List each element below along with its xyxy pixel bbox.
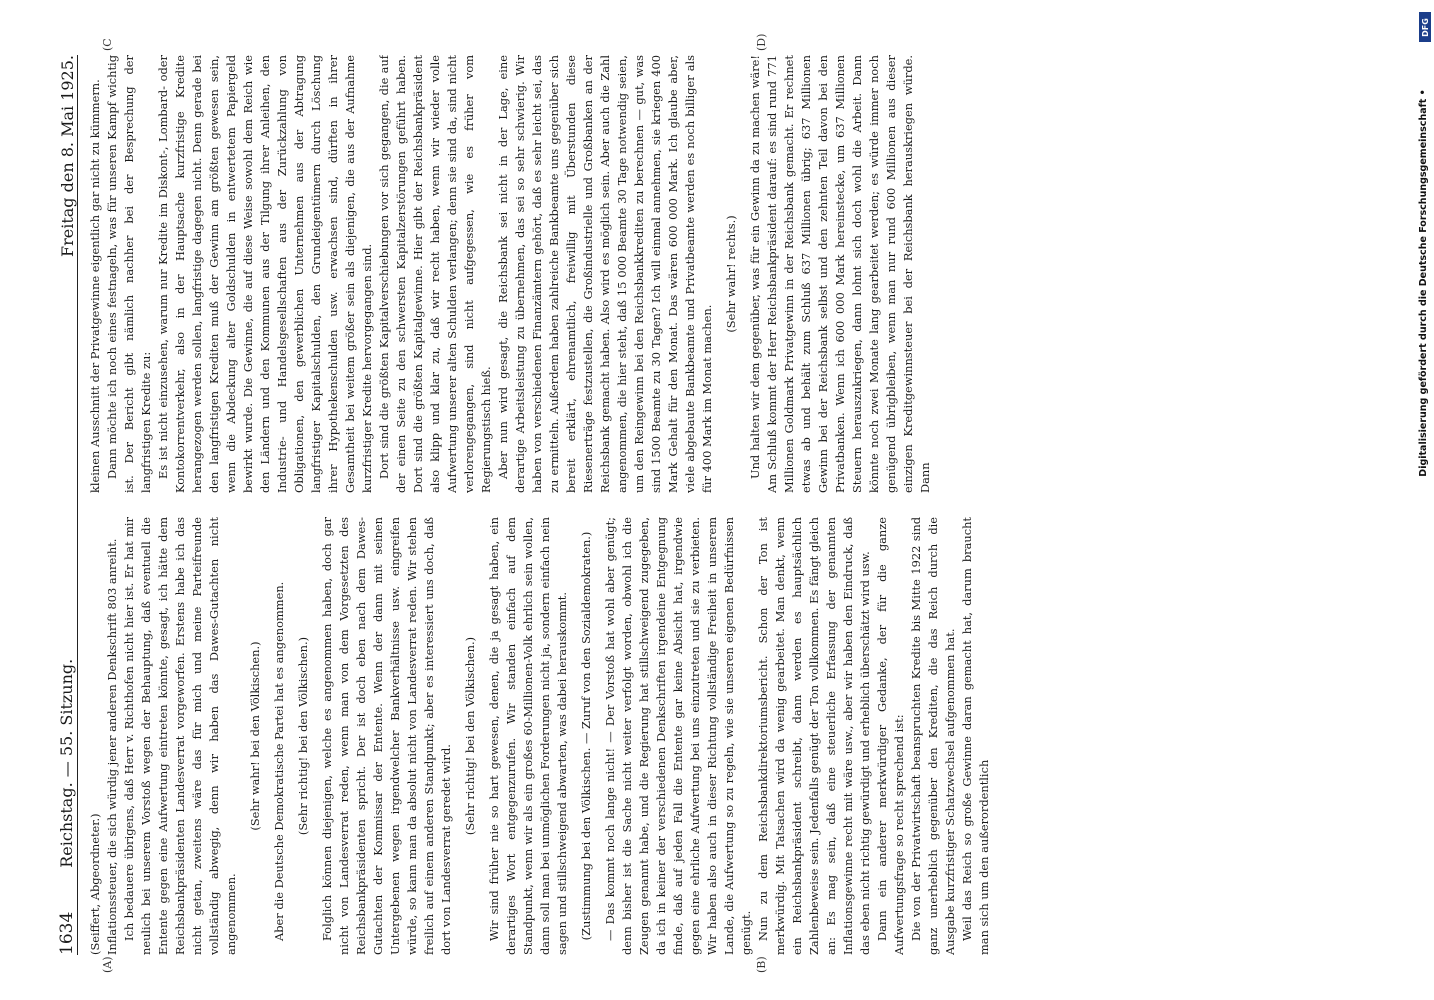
left-column-paragraph: Ich bedauere übrigens, daß Herr v. Richthofen nicht hier ist. Er hat mir neulich bei unserem Vorstoß wegen der Behauptung, daß eventuell die Entente gegen eine Aufwertung eintreten könnte, gesagt, ich hätte dem Reichsbankpräsidenten Landesverrat vorgeworfen. Erstens habe ich das nicht getan, zweitens wäre das für mich und meine Parteifreunde vollständig abwegig, denn wir haben das Dawes-Gutachten nicht angenommen. [122, 517, 238, 955]
left-column-paragraph: (Sehr wahr! bei den Völkischen.) [248, 641, 262, 831]
left-column-paragraph: Nun zu dem Reichsbankdirektoriumsbericht. Schon der Ton ist merkwürdig. Mit Tatsachen wird da wenig gearbeitet. Man denkt, wenn ein Reichsbankpräsident schreibt, dann werden es hauptsächlich Zahlenbeweise sein. Jedenfalls genügt der Ton vollkommen. Es fängt gleich an: Es mag sein, daß eine steuerliche Erfassung der genannten Inflationsgewinne recht mit wäre usw., aber wir haben den Eindruck, daß das eben nicht richtig gewürdigt und erheblich überschätzt wird usw. [756, 517, 872, 955]
margin-marker-d: (D) [755, 33, 768, 51]
rotated-page-content [35, 35, 1345, 975]
digitization-sidebar [1418, 6, 1432, 996]
left-column-paragraph: (Zustimmung bei den Völkischen. — Zuruf von den Sozialdemokraten.) [579, 531, 593, 941]
right-column [87, 55, 1327, 493]
left-column [87, 517, 1327, 955]
margin-marker-b: (B) [755, 956, 768, 973]
left-column-paragraph: Wir sind früher nie so hart gewesen, denen, die ja gesagt haben, ein derartiges Wort entgegenzurufen. Wir standen einfach auf dem Standpunkt, wenn wir als ein großes 60-Millionen-Volk ehrlich sein wollen, dann soll man bei unmöglichen Forderungen nicht ja, sondern einfach nein sagen und stillschweigend abwarten, was dabei herauskommt. [487, 517, 569, 955]
session-date: Freitag den 8. Mai 1925. [58, 55, 77, 258]
right-column-paragraph: Dann möchte ich noch eines festnageln, was für unseren Kampf wichtig ist. Der Bericht gibt nämlich nachher bei der Besprechung der langfristigen Kredite zu: [105, 55, 153, 493]
dfg-logo: DFG [1419, 12, 1431, 42]
margin-marker-c: (C [101, 38, 114, 51]
left-column-paragraph: Aber die Deutsche Demokratische Partei hat es angenommen. [272, 581, 286, 941]
right-column-paragraph: Es ist nicht einzusehen, warum nur Kredite im Diskont-, Lombard- oder Kontokorrentverkehr, also in der Hauptsache kurzfristige Kredite herangezogen werden sollen, langfristige dagegen nicht. Denn gerade bei den langfristigen Krediten muß der Gewinn am größten gewesen sein, wenn die Abdeckung alter Goldschulden in entwertetem Papiergeld bewirkt wurde. Die Gewinne, die auf diese Weise sowohl dem Reich wie den Ländern und den Kommunen aus der Tilgung ihrer Anleihen, den Industrie- und Handelsgesellschaften aus der Zurückzahlung von Obligationen, den gewerblichen Unternehmen aus der Abtragung langfristiger Kapitalschulden, den Grundeigentümern durch Löschung ihrer Hypothekenschulden usw. erwachsen sind, dürften in ihrer Gesamtheit bei weitem größer sein als diejenigen, die aus der Aufnahme kurzfristiger Kredite hervorgegangen sind. [156, 55, 374, 493]
left-column-paragraph: Weil das Reich so große Gewinne daran gemacht hat, darum braucht man sich um den außerordentlich [960, 517, 991, 955]
right-column-paragraph: Aber nun wird gesagt, die Reichsbank sei nicht in der Lage, eine derartige Arbeitsleistung zu übernehmen, das sei so sehr schwierig. Wir haben von verschiedenen Finanzämtern gehört, daß es sehr leicht sei, das zu ermitteln. Außerdem haben zahlreiche Bankbeamte uns gegenüber sich bereit erklärt, ehrenamtlich, freiwillig mit Überstunden diese Riesenerträge festzustellen, die Großindustrielle und Großbanken an der Reichsbank gemacht haben. Also wird es möglich sein. Aber auch die Zahl angenommen, die hier steht, daß 15 000 Beamte 30 Tage notwendig seien, um den Reingewinn bei den Reichsbankkrediten zu berechnen — gut, was sind 1500 Beamte zu 30 Tagen? Ich will einmal annehmen, sie kriegen 400 Mark Gehalt für den Monat. Das wären 600 000 Mark. Ich glaube aber, viele abgebaute Bankbeamte und Privatbeamte werden es noch billiger als für 400 Mark im Monat machen. [496, 55, 714, 493]
left-column-paragraph: (Sehr richtig! bei den Völkischen.) [463, 636, 477, 836]
left-column-paragraph: (Seiffert, Abgeordneter.) [88, 813, 102, 955]
left-column-paragraph: Die von der Privatwirtschaft beanspruchten Kredite bis Mitte 1922 sind ganz unerheblich gegenüber den Krediten, die das Reich durch die Ausgabe kurzfristiger Schatzwechsel aufgenommen hat. [909, 517, 957, 955]
digitization-credit: Digitalisierung gefördert durch die Deutsche Forschungsgemeinschaft • [1418, 89, 1429, 477]
right-column-paragraph: Und halten wir dem gegenüber, was für ein Gewinn da zu machen wäre! Am Schluß kommt der Herr Reichsbankpräsident darauf: es sind rund 771 Millionen Goldmark Privatgewinn in der Reichsbank gemacht. Er rechnet etwas ab und behält zum Schluß 637 Millionen übrig; 637 Millionen Gewinn bei der Reichsbank selbst und den zehnten Teil davon bei den Privatbanken. Wenn ich 600 000 Mark hereinstecke, um 637 Millionen Steuern herauszukriegen, dann lohnt sich doch wohl die Arbeit. Dann könnte noch zwei Monate lang gearbeitet werden; es würde immer noch genügend übrigbleiben, wenn man nur rund 600 Millionen aus dieser einzigen Kreditgewinnsteuer bei der Reichsbank herauskriegen würde. Dann [748, 55, 932, 493]
right-column-paragraph: kleinen Ausschnitt der Privatgewinne eigentlich gar nicht zu kümmern. [88, 79, 102, 493]
session-title: Reichstag. — 55. Sitzung. [57, 658, 76, 868]
left-column-paragraph: Folglich können diejenigen, welche es angenommen haben, doch gar nicht von Landesverrat reden, wenn man von dem Vorgesetzten des Reichsbankpräsidenten spricht. Der ist doch eben nach dem Dawes-Gutachten der Kommissar der Entente. Wenn der dann mit seinen Untergebenen wegen irgendwelcher Bankverhältnisse usw. eingreifen würde, so kann man da absolut nicht von Landesverrat reden. Wir stehen freilich auf einem anderen Standpunkt; aber es interessiert uns doch, daß dort von Landesverrat geredet wird. [320, 517, 453, 955]
left-column-paragraph: (Sehr richtig! bei den Völkischen.) [296, 636, 310, 836]
page-header [35, 55, 78, 955]
right-column-paragraph: (Sehr wahr! rechts.) [724, 215, 738, 333]
right-column-paragraph: Dort sind die größten Kapitalverschiebungen vor sich gegangen, die auf der einen Seite zu den schwersten Kapitalzerstörungen geführt haben. Dort sind die größten Kapitalgewinne. Hier gibt der Reichsbankpräsident also klipp und klar zu, daß wir recht haben, wenn wir wieder volle Aufwertung unserer alten Schulden verlangen; denn sie sind da, sind nicht verlorengegangen, sind nicht aufgegessen, wie es früher vom Regierungstisch hieß. [377, 55, 493, 493]
margin-marker-a: (A) [101, 956, 114, 973]
left-column-paragraph: Dann ein anderer merkwürdiger Gedanke, der für die ganze Aufwertungsfrage so recht sprechend ist: [875, 517, 906, 955]
left-column-paragraph: Inflationssteuer, die sich würdig jener anderen Denkschrift 803 anreiht. [105, 538, 119, 955]
left-column-paragraph: — Das kommt noch lange nicht! — Der Vorstoß hat wohl aber genügt; denn bisher ist die Sache nicht weiter verfolgt worden, obwohl ich die Zeugen genannt habe, und die Regierung hat stillschweigend zugegeben, da ich in keiner der verschiedenen Denkschriften irgendeine Entgegnung finde, daß auf jeden Fall die Entente gar keine Absicht hat, irgendwie gegen eine ehrliche Aufwertung bei uns einzutreten und sie zu verbieten. Wir haben also auch in dieser Richtung vollständige Freiheit in unserem Lande, die Aufwertung so zu regeln, wie sie unseren eigenen Bedürfnissen genügt. [603, 517, 753, 955]
page-number: 1634 [57, 911, 77, 955]
